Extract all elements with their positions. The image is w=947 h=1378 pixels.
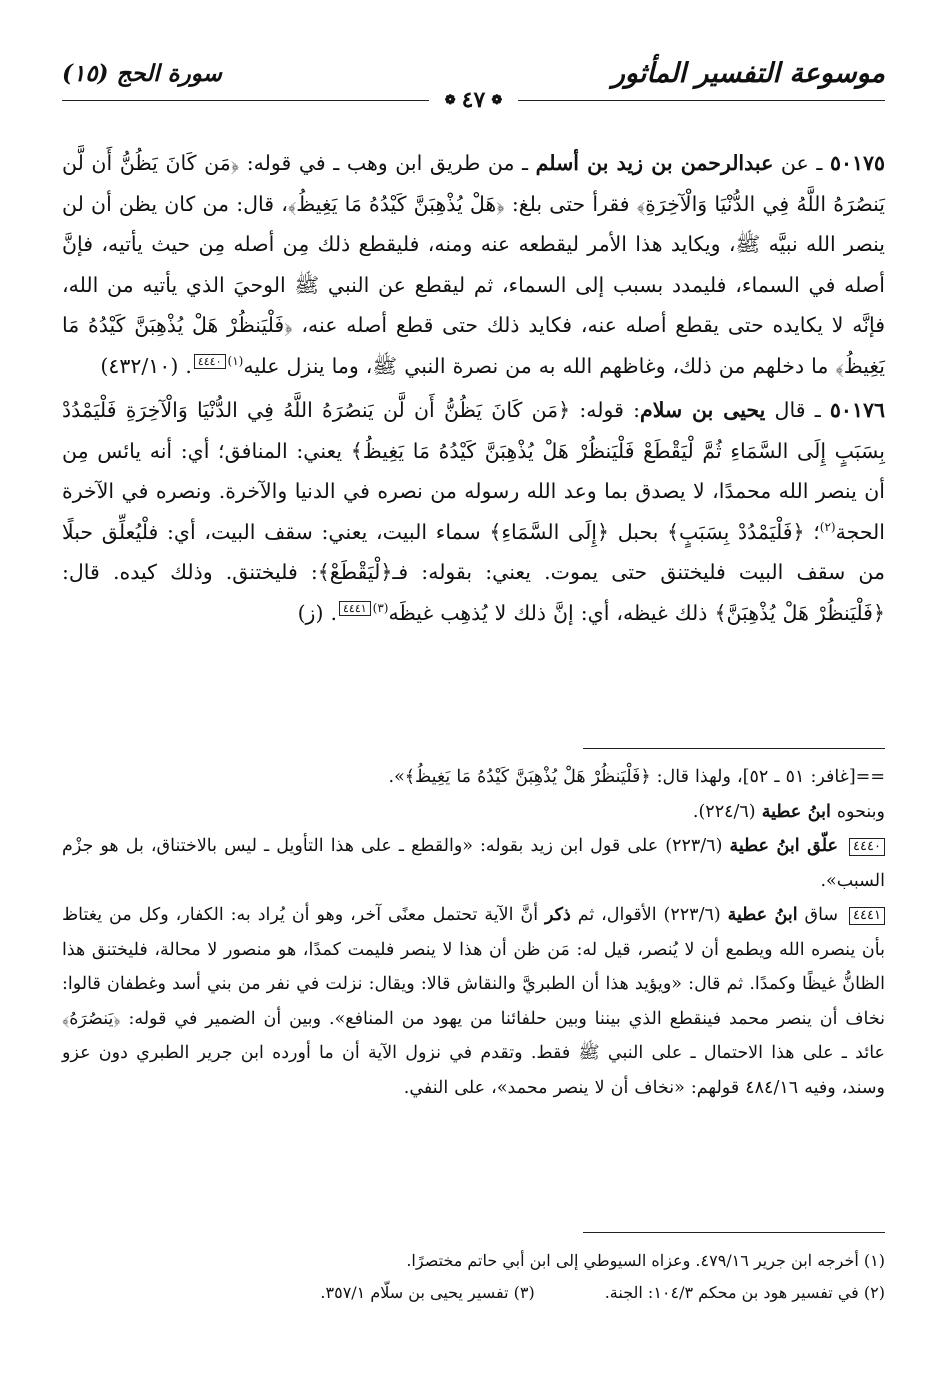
footnote-ref: (٣) bbox=[372, 600, 389, 615]
narration-50176 bbox=[62, 390, 885, 633]
note-text: (٢٢٤/٦). bbox=[692, 801, 756, 822]
page-number: ٤٧ bbox=[461, 87, 486, 113]
note-text: وبنحوه bbox=[836, 801, 885, 822]
main-text bbox=[62, 143, 885, 637]
note-text: ساق bbox=[804, 905, 839, 925]
narration-body-cont: ؛ ﴿فَلْيَمْدُدْ بِسَبَبٍ﴾ بحبل ﴿إِلَى السَّمَاءِ﴾ سماء البيت، يعني: سقف البيت، أي: فلْيُعلِّق حبلًا من سقف البيت فليختنق حتى يموت. يعني: بقوله: فـ﴿لْيَقْطَعْ﴾: فليختنق. وذلك كيده. قال: ﴿فَلْيَنظُرْ هَلْ يُذْهِبَنَّ﴾ ذلك غيظه، أي: إنَّ ذلك لا يُذهِب غيظَه bbox=[62, 519, 885, 625]
ornament-icon: ❁ bbox=[491, 93, 503, 108]
narrator-name: يحيى بن سلام bbox=[640, 398, 766, 422]
scholar-name: ابنُ عطية bbox=[727, 905, 798, 925]
volume-ref: . (ز) bbox=[297, 600, 337, 625]
footnote-1: (١) أخرجه ابن جرير ٤٧٩/١٦. وعزاه السيوطي إلى ابن أبي حاتم مختصرًا. bbox=[406, 1251, 885, 1270]
narration-lead: ـ عن bbox=[780, 151, 823, 175]
note-4440 bbox=[62, 829, 885, 898]
narration-body: ـ من طريق ابن وهب ـ في قوله: ﴿مَن كَانَ يَظُنُّ أَن لَّن يَنصُرَهُ اللَّهُ فِي الدُّنْيَا وَالْآخِرَةِ﴾ فقرأ حتى بلغ: ﴿هَلْ يُذْهِبَنَّ كَيْدُهُ مَا يَغِيظُ﴾، قال: من كان يظن أن لن ينصر الله نبيَّه ﷺ، ويكايد هذا الأمر ليقطعه عنه ومنه، فليقطع ذلك مِن أصله مِن حيث يأتيه، فإنَّ أصله في السماء، فليمدد بسبب إلى السماء، ثم ليقطع عن النبي ﷺ الوحيَ الذي يأتيه من الله، فإنَّه لا يكايده حتى يقطع أصله عنه، فكايد ذلك حتى قطع أصله عنه، ﴿فَلْيَنظُرْ هَلْ يُذْهِبَنَّ كَيْدُهُ مَا يَغِيظُ﴾ ما دخلهم من ذلك، وغاظهم الله به من نصرة النبي ﷺ، وما ينزل عليه bbox=[62, 151, 885, 378]
ornament-icon: ❁ bbox=[444, 93, 456, 108]
book-title: موسوعة التفسير المأثور bbox=[611, 58, 885, 89]
note-tag: ٤٤٤١ bbox=[849, 907, 885, 925]
footnote-ref: (٢) bbox=[819, 519, 836, 534]
narration-body: : قوله: ﴿مَن كَانَ يَظُنُّ أَن لَّن يَنصُرَهُ اللَّهُ فِي الدُّنْيَا وَالْآخِرَةِ فَلْيَمْدُدْ بِسَبَبٍ إِلَى السَّمَاءِ ثُمَّ لْيَقْطَعْ فَلْيَنظُرْ هَلْ يُذْهِبَنَّ كَيْدُهُ مَا يَغِيظُ﴾ يعني: المنافق؛ أي: أنه يائس مِن أن ينصر الله محمدًا، لا يصدق بما وعد الله رسوله من نصره في الدنيا والآخرة. ونصره في الآخرة الحجة bbox=[62, 398, 885, 544]
note-text: أنَّ الآية تحتمل معنًى آخر، وهو أن يُراد به: الكفار، وكل من يغتاظ بأن ينصره الله ويطمع أن لا يُنصر، قيل له: مَن ظن أن هذا لا ينصر فليمت كمدًا، هو منصور لا محالة، فليختنق هذا الظانُّ غيظًا وكمدًا. ثم قال: «ويؤيد هذا أن الطبريَّ والنقاش قالا: ويقال: نزلت في نفر من بني أسد وغطفان قالوا: نخاف أن ينصر محمد فينقطع الذي بيننا وبين حلفائنا من يهود من المنافع». وبين أن الضمير في قوله: ﴿يَنصُرَهُ﴾ عائد ـ على هذا الاحتمال ـ على النبي ﷺ فقط. وتقدم في نزول الآية أن ما أورده ابن جرير الطبري دون عزو وسند، وفيه ٤٨٤/١٦ قولهم: «نخاف أن لا ينصر محمد»، على النفي. bbox=[62, 905, 885, 1098]
narration-number: ٥٠١٧٦ bbox=[829, 398, 885, 422]
comment-tag: ٤٤٤١ bbox=[339, 601, 371, 616]
narration-number: ٥٠١٧٥ bbox=[829, 151, 885, 175]
scholar-name: علّق ابنُ عطية bbox=[729, 836, 838, 856]
footnote-ref: (١) bbox=[227, 353, 244, 368]
note-text: (٢٢٣/٦) الأقوال، ثم bbox=[577, 905, 721, 925]
narration-50175 bbox=[62, 143, 885, 386]
note-4441 bbox=[62, 898, 885, 1105]
footnotes bbox=[62, 1245, 885, 1309]
footnote-2: (٢) في تفسير هود بن محكم ١٠٤/٣: الجنة. bbox=[604, 1283, 885, 1302]
notes-divider bbox=[583, 748, 885, 749]
surah-title: سورة الحج (١٥) bbox=[62, 60, 222, 87]
narrator-name: عبدالرحمن بن زيد بن أسلم bbox=[535, 151, 774, 175]
note-tag: ٤٤٤٠ bbox=[849, 838, 885, 856]
commentary-notes bbox=[62, 760, 885, 1105]
comment-tag: ٤٤٤٠ bbox=[194, 354, 226, 369]
note-text: (٢٢٣/٦) على قول ابن زيد بقوله: «والقطع ـ على هذا التأويل ـ ليس بالاختناق، بل هو جزْم السبب». bbox=[62, 836, 885, 891]
note-continuation: ==[غافر: ٥١ ـ ٥٢]، ولهذا قال: ﴿فَلْيَنظُرْ هَلْ يُذْهِبَنَّ كَيْدُهُ مَا يَغِيظُ﴾». bbox=[388, 767, 885, 787]
narration-lead: ـ قال bbox=[774, 398, 821, 422]
volume-ref: . (٤٣٢/١٠) bbox=[100, 353, 192, 378]
footnotes-divider bbox=[583, 1232, 885, 1233]
page-number-wrap bbox=[0, 86, 947, 115]
scholar-name: ابنُ عطية bbox=[761, 801, 831, 822]
footnote-3: (٣) تفسير يحيى بن سلّام ٣٥٧/١. bbox=[320, 1283, 535, 1302]
footnote-row bbox=[62, 1277, 885, 1309]
note-similar bbox=[62, 795, 885, 830]
note-keyword: ذكر bbox=[545, 905, 571, 925]
page-number-box bbox=[429, 86, 518, 115]
